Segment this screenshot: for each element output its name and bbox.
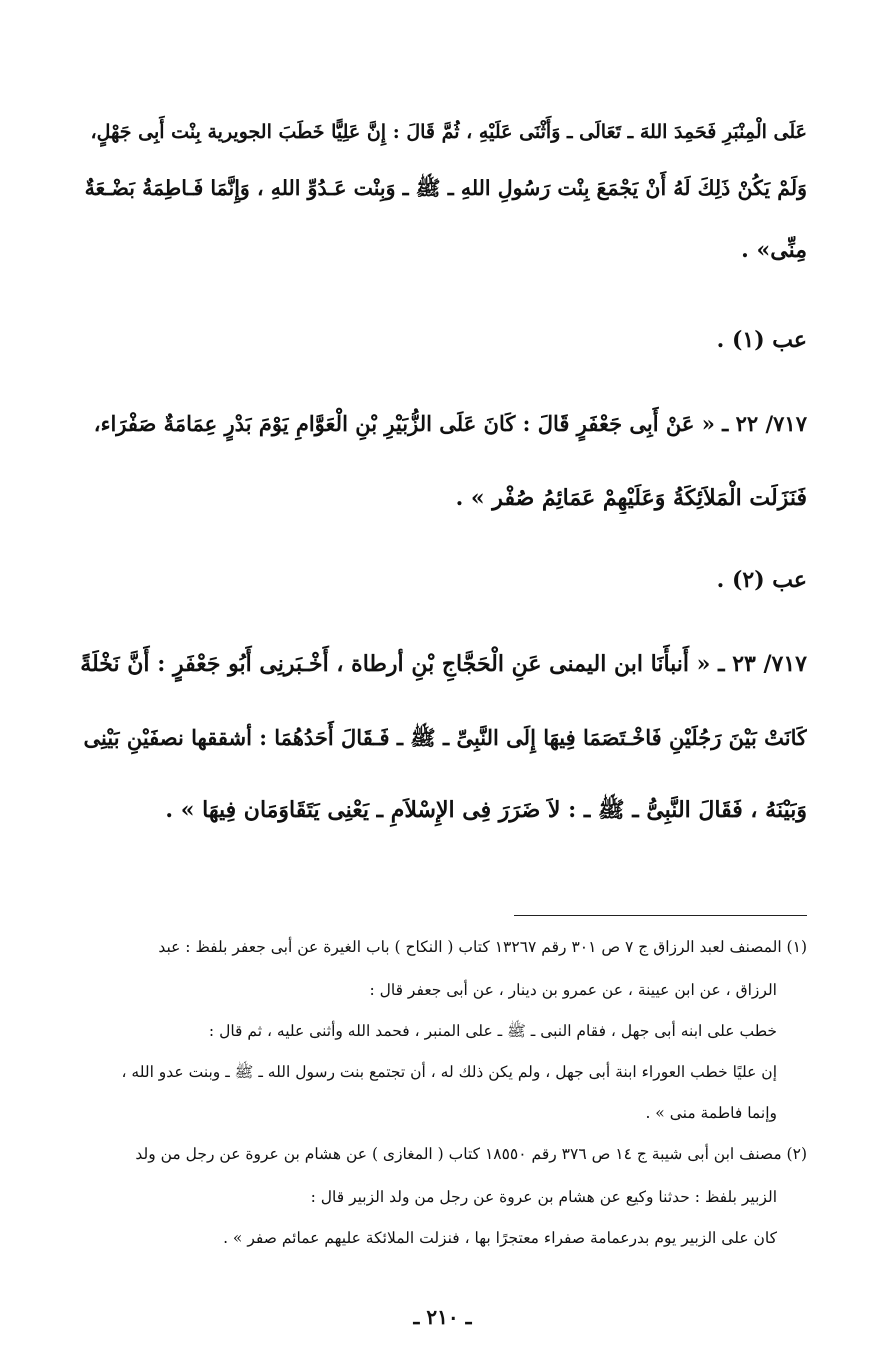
source-reference-1: عب (١) . <box>716 327 807 353</box>
body-line-3: مِنِّى» . <box>741 237 807 263</box>
page-number: ـ ٢١٠ ـ <box>413 1305 472 1329</box>
hadith-23-line-3: وَبَيْنَهُ ، فَقَالَ النَّبِىُّ ـ ﷺ ـ : لاَ ضَرَرَ فِى الإِسْلاَمِ ـ يَعْنِى يَتَقَاوَمَان فِيهَا » . <box>165 797 807 823</box>
source-reference-2: عب (٢) . <box>716 567 807 593</box>
hadith-23-line-1: ٧١٧/ ٢٣ ـ « أَنبأَنَا ابن اليمنى عَنِ الْحَجَّاجِ بْنِ أرطاة ، أَخْـبَرنِى أَبُو جَعْفَرٍ : أَنَّ نَخْلَةً <box>80 651 807 677</box>
body-line-2: وَلَمْ يَكُنْ ذَلِكَ لَهُ أَنْ يَجْمَعَ بِنْت رَسُولِ اللهِ ـ ﷺ ـ وَبِنْت عَـدُوِّ اللهِ ، وَإِنَّمَا فَـاطِمَةُ بَضْـعَةٌ <box>84 176 807 200</box>
body-line-1: عَلَى الْمِنْبَرِ فَحَمِدَ اللهَ ـ تَعَالَى ـ وَأَثْنَى عَلَيْهِ ، ثُمَّ قَالَ : إِنَّ عَلِيًّا خَطَبَ الجويرية بِنْت أَبِى جَهْلٍ، <box>90 121 807 143</box>
footnote-separator <box>514 915 807 916</box>
footnote-2-line-3: كان على الزبير يوم بدرعمامة صفراء معتجرًا بها ، فنزلت الملائكة عليهم عمائم صفر » . <box>223 1229 777 1247</box>
main-paragraph <box>78 112 807 272</box>
hadith-23 <box>78 644 807 834</box>
footnote-1-line-5: وإنما فاطمة منى » . <box>645 1104 777 1122</box>
hadith-22 <box>78 404 807 514</box>
footnote-1-line-2: الرزاق ، عن ابن عيينة ، عن عمرو بن دينار ، عن أبى جعفر قال : <box>369 981 777 999</box>
footnote-1-line-4: إن عليًا خطب العوراء ابنة أبى جهل ، ولم يكن ذلك له ، أن تجتمع بنت رسول الله ـ ﷺ ـ وبنت عدو الله ، <box>121 1063 777 1081</box>
hadith-22-line-2: فَنَزَلَت الْمَلاَئِكَةُ وَعَلَيْهِمْ عَمَائِمُ صُفْر » . <box>455 485 807 511</box>
hadith-23-line-2: كَانَتْ بَيْنَ رَجُلَيْنِ فَاخْـتَصَمَا فِيهَا إِلَى النَّبِىِّ ـ ﷺ ـ فَـقَالَ أَحَدُهُمَا : أشققها نصفَيْنِ بَيْنِى <box>83 725 807 750</box>
footnote-2-line-2: الزبير بلفظ : حدثنا وكيع عن هشام بن عروة عن رجل من ولد الزبير قال : <box>310 1188 777 1206</box>
footnote-1-line-3: خطب على ابنه أبى جهل ، فقام النبى ـ ﷺ ـ على المنبر ، فحمد الله وأثنى عليه ، ثم قال : <box>208 1022 777 1040</box>
hadith-22-line-1: ٧١٧/ ٢٢ ـ « عَنْ أَبِى جَعْفَرٍ قَالَ : كَانَ عَلَى الزُّبَيْرِ بْنِ الْعَوَّامِ يَوْمَ بَدْرٍ عِمَامَةٌ صَفْرَاء، <box>93 411 807 436</box>
footnote-2-line-1: (٢) مصنف ابن أبى شيبة ج ١٤ ص ٣٧٦ رقم ١٨٥٥٠ كتاب ( المغازى ) عن هشام بن عروة عن رجل من ولد <box>135 1145 807 1163</box>
footnote-1-line-1: (١) المصنف لعبد الرزاق ج ٧ ص ٣٠١ رقم ١٣٢٦٧ كتاب ( النكاح ) باب الغيرة عن أبى جعفر بلفظ : عبد <box>158 938 807 956</box>
